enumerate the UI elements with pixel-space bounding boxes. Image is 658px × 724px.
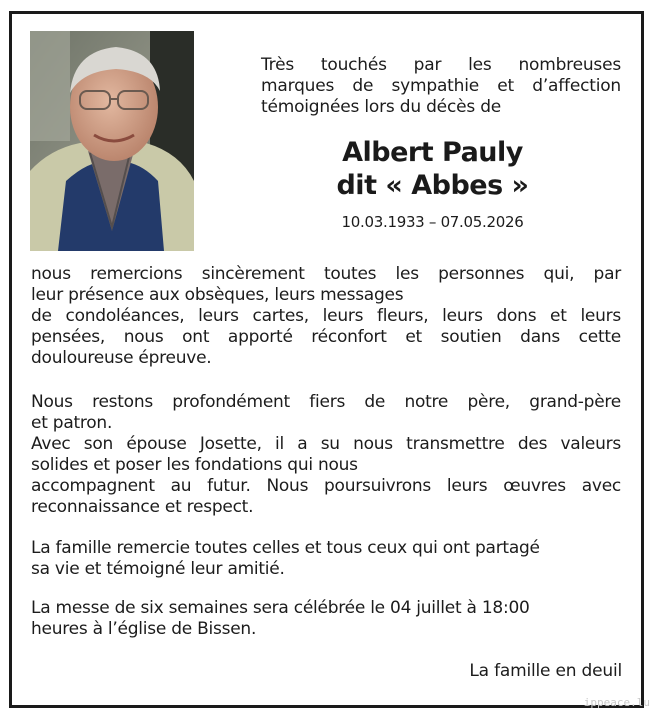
text-line: douloureuse épreuve. [31,348,212,368]
text-line: Avec son épouse Josette, il a su nous transmettre des valeurs [31,434,621,454]
life-dates: 10.03.1933 – 07.05.2026 [341,213,524,231]
deceased-name: Albert Pauly [342,137,523,168]
text-line: Nous restons profondément fiers de notre père, grand-père [31,392,621,412]
intro-line: témoignées lors du décès de [261,97,502,117]
signature: La famille en deuil [469,661,622,681]
paragraph-thanks [31,264,621,369]
text-line: solides et poser les fondations qui nous [31,455,358,475]
text-line: et patron. [31,413,113,433]
intro-line: Très touchés par les nombreuses [261,55,621,75]
portrait-photo [30,31,194,251]
text-line: La famille remercie toutes celles et tous ceux qui ont partagé [31,538,540,558]
text-line: sa vie et témoigné leur amitié. [31,559,285,579]
deceased-nickname: dit « Abbes » [336,170,529,201]
text-line: de condoléances, leurs cartes, leurs fleurs, leurs dons et leurs [31,306,621,326]
text-line: reconnaissance et respect. [31,497,254,517]
text-line: heures à l’église de Bissen. [31,619,257,639]
intro-text [261,55,621,118]
paragraph-family-thanks [31,538,621,580]
watermark: ippeace.lu [583,696,650,709]
paragraph-mass [31,598,621,640]
intro-line: marques de sympathie et d’affection [261,76,621,96]
paragraph-pride [31,392,621,518]
text-line: La messe de six semaines sera célébrée le 04 juillet à 18:00 [31,598,530,618]
text-line: pensées, nous ont apporté réconfort et soutien dans cette [31,327,621,347]
text-line: nous remercions sincèrement toutes les personnes qui, par [31,264,621,284]
text-line: leur présence aux obsèques, leurs messages [31,285,404,305]
text-line: accompagnent au futur. Nous poursuivrons leurs œuvres avec [31,476,621,496]
